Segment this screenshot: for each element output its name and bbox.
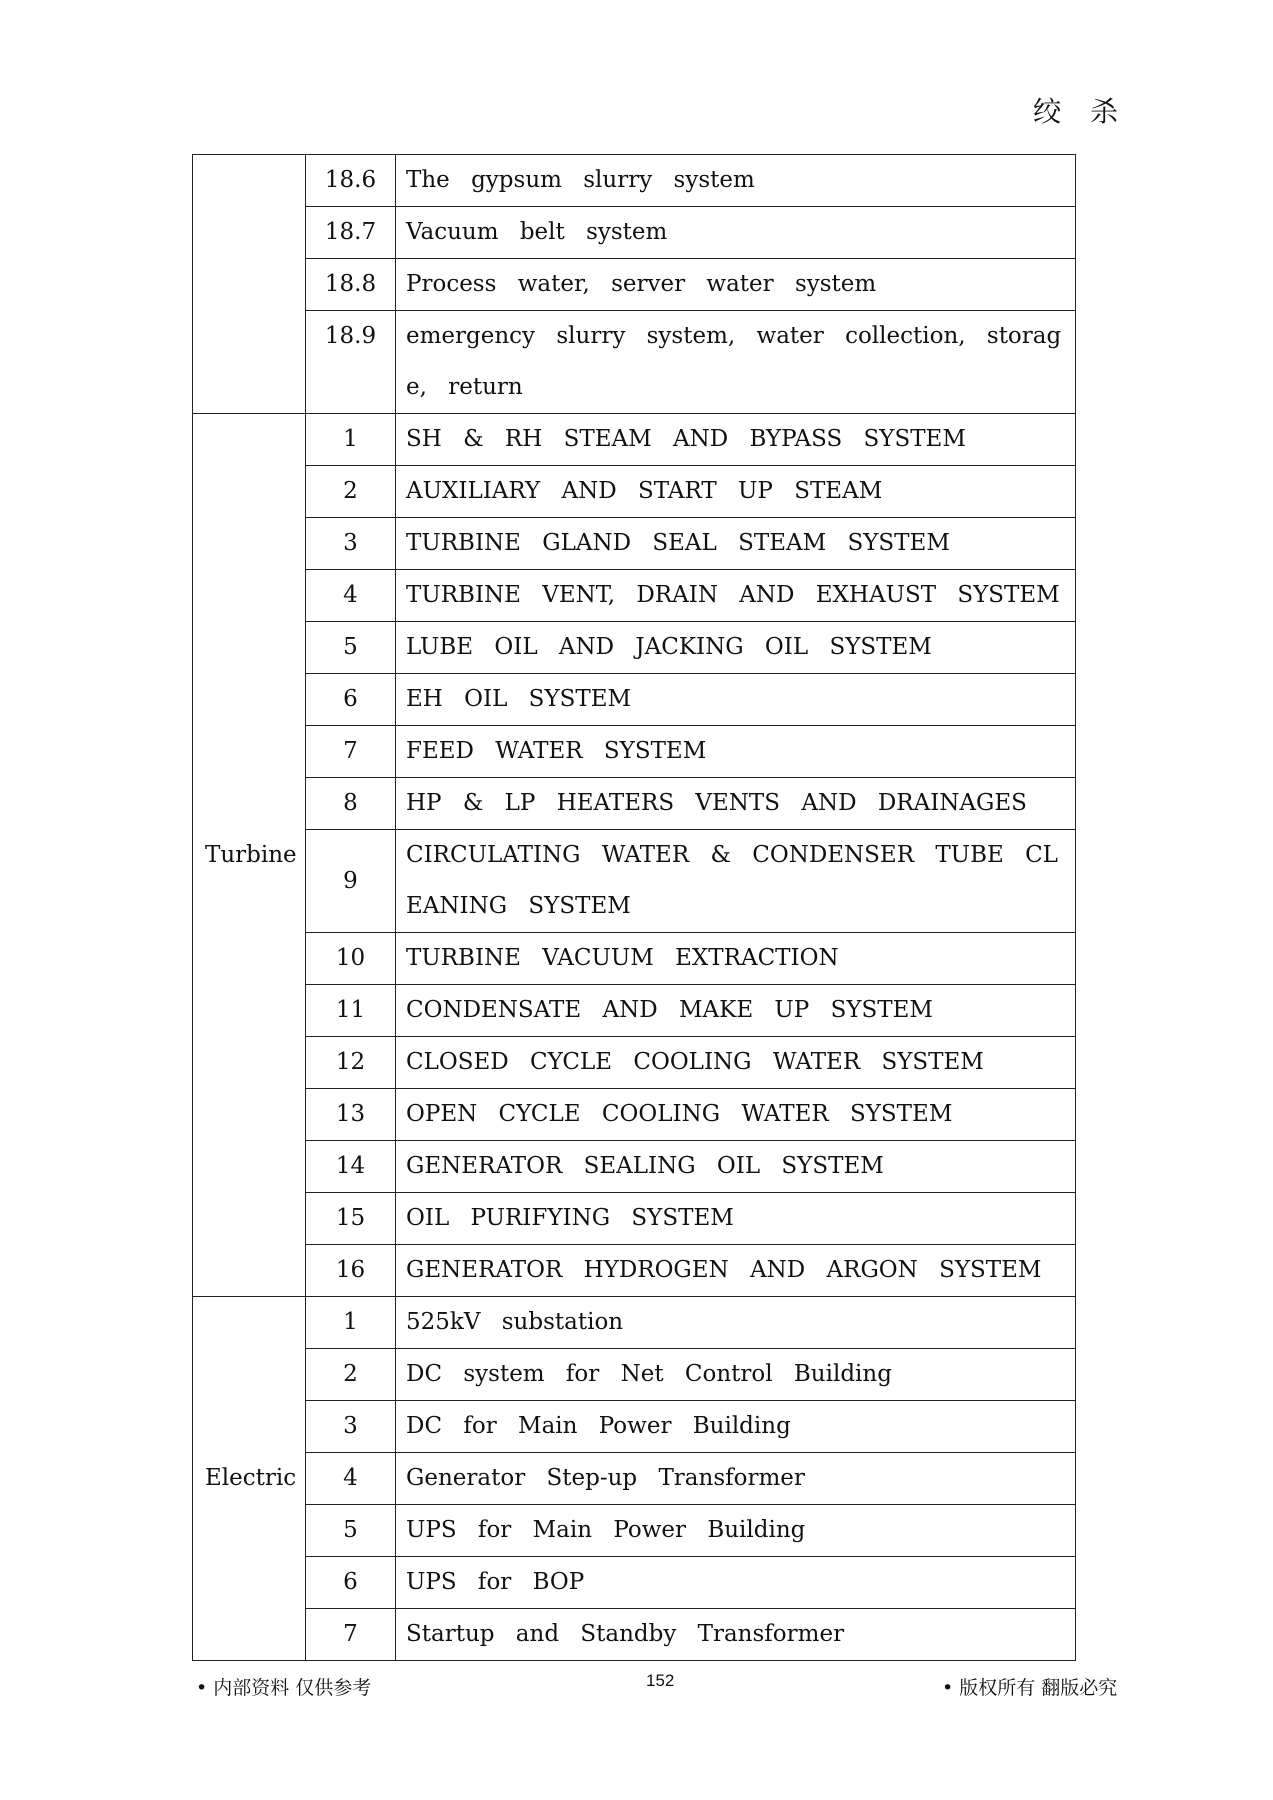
table-row — [193, 414, 1076, 466]
item-number: 4 — [306, 1453, 396, 1505]
item-number: 10 — [306, 933, 396, 985]
table-row — [193, 466, 1076, 518]
item-number: 18.6 — [306, 155, 396, 207]
table-row — [193, 1089, 1076, 1141]
table-row — [193, 726, 1076, 778]
item-description: GENERATOR SEALING OIL SYSTEM — [396, 1141, 1076, 1193]
table-row — [193, 622, 1076, 674]
system-list-table — [192, 154, 1076, 1661]
table-row — [193, 830, 1076, 933]
item-description: SH & RH STEAM AND BYPASS SYSTEM — [396, 414, 1076, 466]
item-number: 5 — [306, 1505, 396, 1557]
table-row — [193, 1141, 1076, 1193]
item-number: 3 — [306, 1401, 396, 1453]
table-row — [193, 570, 1076, 622]
table-row — [193, 155, 1076, 207]
table-row — [193, 1609, 1076, 1661]
item-description: Generator Step-up Transformer — [396, 1453, 1076, 1505]
table-row — [193, 259, 1076, 311]
item-description: Startup and Standby Transformer — [396, 1609, 1076, 1661]
item-number: 9 — [306, 830, 396, 933]
item-number: 1 — [306, 1297, 396, 1349]
table-row — [193, 518, 1076, 570]
item-description: GENERATOR HYDROGEN AND ARGON SYSTEM — [396, 1245, 1076, 1297]
item-number: 18.7 — [306, 207, 396, 259]
item-number: 2 — [306, 466, 396, 518]
item-description: AUXILIARY AND START UP STEAM — [396, 466, 1076, 518]
item-number: 1 — [306, 414, 396, 466]
page-number: 152 — [646, 1671, 675, 1690]
item-number: 6 — [306, 674, 396, 726]
item-description: CIRCULATING WATER & CONDENSER TUBE CLEANING SYSTEM — [396, 830, 1076, 933]
table-row — [193, 311, 1076, 414]
item-number: 2 — [306, 1349, 396, 1401]
table-row — [193, 674, 1076, 726]
item-description: FEED WATER SYSTEM — [396, 726, 1076, 778]
table-row — [193, 1401, 1076, 1453]
table-row — [193, 985, 1076, 1037]
table-row — [193, 1505, 1076, 1557]
item-description: DC for Main Power Building — [396, 1401, 1076, 1453]
category-cell — [193, 155, 306, 414]
table-row — [193, 1193, 1076, 1245]
item-number: 18.8 — [306, 259, 396, 311]
item-number: 7 — [306, 1609, 396, 1661]
item-description: CLOSED CYCLE COOLING WATER SYSTEM — [396, 1037, 1076, 1089]
item-description: 525kV substation — [396, 1297, 1076, 1349]
item-description: UPS for BOP — [396, 1557, 1076, 1609]
item-number: 5 — [306, 622, 396, 674]
item-description: LUBE OIL AND JACKING OIL SYSTEM — [396, 622, 1076, 674]
item-number: 8 — [306, 778, 396, 830]
item-number: 6 — [306, 1557, 396, 1609]
item-description: DC system for Net Control Building — [396, 1349, 1076, 1401]
table-row — [193, 207, 1076, 259]
item-number: 4 — [306, 570, 396, 622]
item-number: 16 — [306, 1245, 396, 1297]
table-row — [193, 778, 1076, 830]
item-description: HP & LP HEATERS VENTS AND DRAINAGES — [396, 778, 1076, 830]
item-number: 7 — [306, 726, 396, 778]
category-cell-electric: Electric — [193, 1297, 306, 1661]
table-row — [193, 1037, 1076, 1089]
item-description: OPEN CYCLE COOLING WATER SYSTEM — [396, 1089, 1076, 1141]
item-number: 12 — [306, 1037, 396, 1089]
item-description: Process water, server water system — [396, 259, 1076, 311]
item-number: 18.9 — [306, 311, 396, 414]
item-number: 11 — [306, 985, 396, 1037]
item-description: UPS for Main Power Building — [396, 1505, 1076, 1557]
item-number: 15 — [306, 1193, 396, 1245]
table-row — [193, 1453, 1076, 1505]
table-row — [193, 1557, 1076, 1609]
table-row — [193, 1245, 1076, 1297]
table-row — [193, 933, 1076, 985]
category-cell-turbine: Turbine — [193, 414, 306, 1297]
item-description: Vacuum belt system — [396, 207, 1076, 259]
item-description: OIL PURIFYING SYSTEM — [396, 1193, 1076, 1245]
page-header: 绞 杀 — [1033, 95, 1128, 128]
item-number: 14 — [306, 1141, 396, 1193]
item-number: 3 — [306, 518, 396, 570]
table-row — [193, 1349, 1076, 1401]
item-description: emergency slurry system, water collection, storage, return — [396, 311, 1076, 414]
item-number: 13 — [306, 1089, 396, 1141]
footer-right-note: • 版权所有 翻版必究 — [942, 1677, 1118, 1699]
table-row — [193, 1297, 1076, 1349]
item-description: TURBINE GLAND SEAL STEAM SYSTEM — [396, 518, 1076, 570]
item-description: The gypsum slurry system — [396, 155, 1076, 207]
item-description: EH OIL SYSTEM — [396, 674, 1076, 726]
item-description: CONDENSATE AND MAKE UP SYSTEM — [396, 985, 1076, 1037]
footer-left-note: • 内部资料 仅供参考 — [196, 1677, 372, 1699]
item-description: TURBINE VACUUM EXTRACTION — [396, 933, 1076, 985]
item-description: TURBINE VENT, DRAIN AND EXHAUST SYSTEM — [396, 570, 1076, 622]
